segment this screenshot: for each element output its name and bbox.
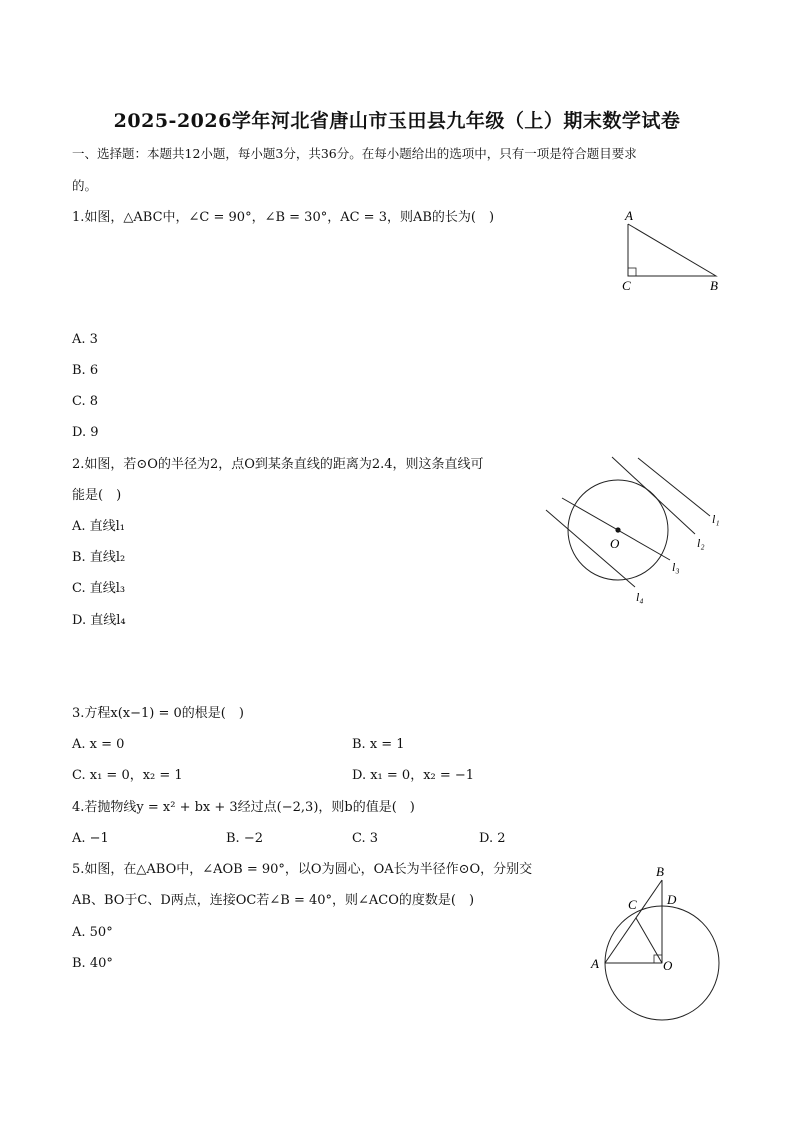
q1-option-a: A. 3 bbox=[72, 332, 98, 347]
q2-label-o: O bbox=[610, 536, 620, 551]
q5-label-d: D bbox=[667, 892, 677, 907]
q1-stem: 1.如图，△ABC中，∠C = 90°，∠B = 30°，AC = 3，则AB的长为( ) bbox=[72, 210, 495, 225]
q5-label-o: O bbox=[663, 958, 673, 973]
q5-stem-line-2: AB、BO于C、D两点，连接OC若∠B = 40°，则∠ACO的度数是( ) bbox=[72, 893, 475, 908]
q1-triangle-figure bbox=[615, 205, 730, 295]
q3-stem: 3.方程x(x−1) = 0的根是( ) bbox=[72, 706, 244, 721]
q5-label-b: B bbox=[656, 864, 664, 879]
q4-option-d: D. 2 bbox=[479, 831, 506, 846]
q3-option-b: B. x = 1 bbox=[352, 737, 405, 752]
q5-label-c: C bbox=[628, 897, 637, 912]
q2-stem-line-2: 能是( ) bbox=[72, 488, 122, 503]
q4-option-c: C. 3 bbox=[352, 831, 379, 846]
q2-circle-lines-figure bbox=[540, 450, 730, 615]
q1-option-b: B. 6 bbox=[72, 363, 99, 378]
section-instructions-line-1: 一、选择题：本题共12小题，每小题3分，共36分。在每小题给出的选项中，只有一项是符合题目要求 bbox=[72, 146, 637, 161]
q3-option-d: D. x₁ = 0，x₂ = −1 bbox=[352, 768, 475, 783]
exam-title: 2025-2026学年河北省唐山市玉田县九年级（上）期末数学试卷 bbox=[113, 110, 681, 132]
q5-option-b: B. 40° bbox=[72, 956, 113, 971]
q2-label-l4: l₄ bbox=[636, 590, 644, 604]
q4-option-b: B. −2 bbox=[226, 831, 263, 846]
q2-option-a: A. 直线l₁ bbox=[72, 519, 126, 534]
q4-stem: 4.若抛物线y = x² + bx + 3经过点(−2,3)，则b的值是( ) bbox=[72, 800, 415, 815]
q2-stem-line-1: 2.如图，若⊙O的半径为2，点O到某条直线的距离为2.4，则这条直线可 bbox=[72, 457, 484, 472]
q5-circle-triangle-figure bbox=[585, 860, 735, 1025]
q1-label-b: B bbox=[710, 278, 718, 293]
q1-label-c: C bbox=[622, 278, 631, 293]
q3-option-c: C. x₁ = 0，x₂ = 1 bbox=[72, 768, 183, 783]
q2-option-b: B. 直线l₂ bbox=[72, 550, 126, 565]
q2-option-c: C. 直线l₃ bbox=[72, 581, 126, 596]
q5-option-a: A. 50° bbox=[72, 925, 113, 940]
q2-option-d: D. 直线l₄ bbox=[72, 613, 126, 628]
q2-label-l1: l₁ bbox=[712, 512, 720, 526]
q2-label-l2: l₂ bbox=[697, 536, 705, 550]
section-instructions-line-2: 的。 bbox=[72, 178, 98, 193]
q3-option-a: A. x = 0 bbox=[72, 737, 125, 752]
q4-option-a: A. −1 bbox=[72, 831, 109, 846]
q1-label-a: A bbox=[625, 208, 633, 223]
q2-label-l3: l₃ bbox=[672, 560, 680, 574]
q1-option-d: D. 9 bbox=[72, 425, 99, 440]
q5-stem-line-1: 5.如图，在△ABO中，∠AOB = 90°，以O为圆心，OA长为半径作⊙O，分别交 bbox=[72, 862, 533, 877]
q5-label-a: A bbox=[591, 956, 599, 971]
q1-option-c: C. 8 bbox=[72, 394, 99, 409]
